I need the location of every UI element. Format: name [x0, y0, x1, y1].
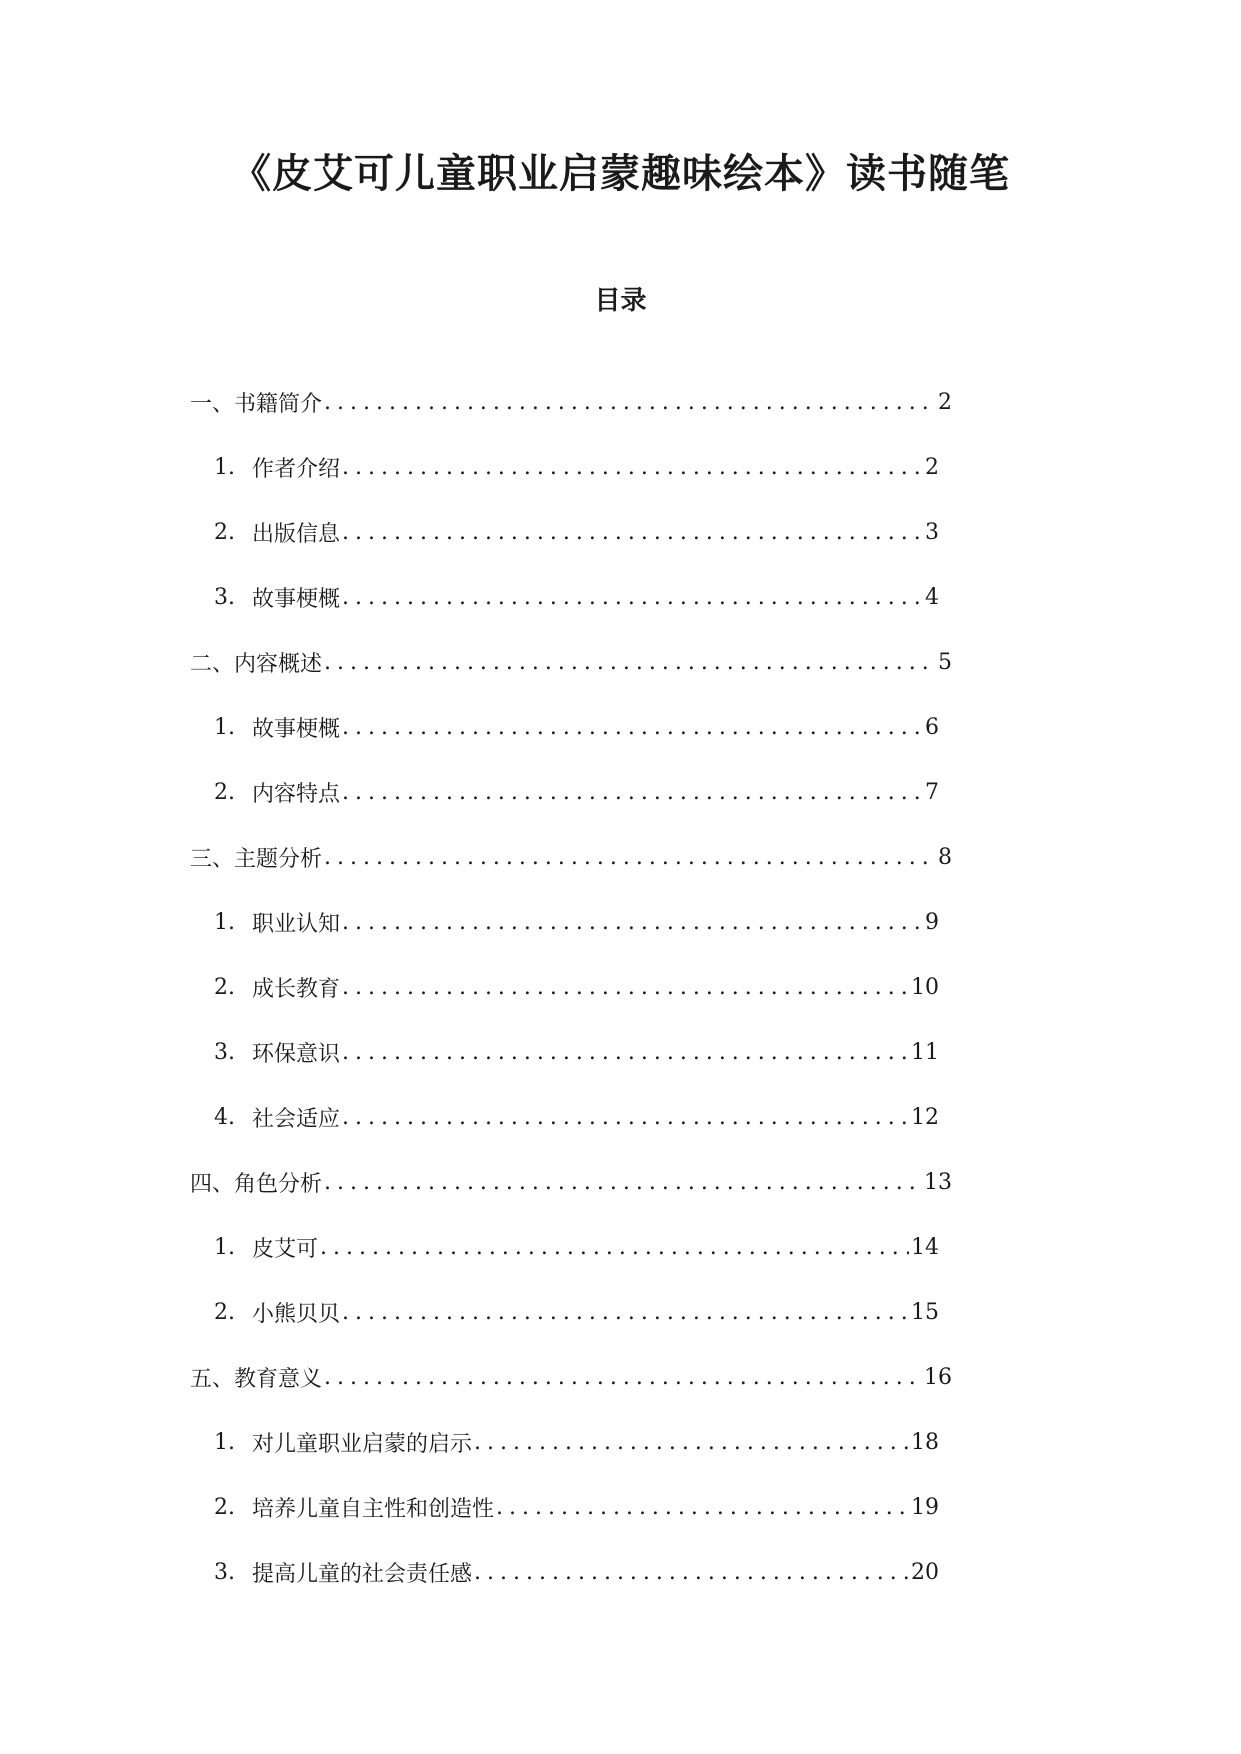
- toc-section-entry[interactable]: [190, 645, 952, 679]
- toc-entry-text: 培养儿童自主性和创造性: [252, 1496, 495, 1522]
- toc-subsection-entry[interactable]: [214, 1490, 939, 1524]
- toc-entry-number: 3.: [214, 1039, 235, 1065]
- toc-entry-text: 故事梗概: [252, 586, 341, 612]
- toc-page-number: 7: [925, 779, 939, 805]
- toc-entry-number: 2.: [214, 779, 235, 805]
- toc-dot-leader: [342, 585, 923, 610]
- toc-page-number: 6: [925, 714, 939, 740]
- toc-page-number: 10: [911, 974, 939, 1000]
- toc-entry-text: 内容特点: [252, 781, 341, 807]
- toc-dot-leader: [320, 1235, 909, 1260]
- document-title: 《皮艾可儿童职业启蒙趣味绘本》读书随笔: [231, 151, 1010, 197]
- toc-subsection-entry[interactable]: [214, 905, 939, 939]
- toc-page-number: 18: [911, 1429, 939, 1455]
- toc-entry-text: 提高儿童的社会责任感: [252, 1561, 473, 1587]
- toc-dot-leader: [342, 455, 923, 480]
- toc-page-number: 3: [925, 519, 939, 545]
- toc-dot-leader: [474, 1560, 909, 1585]
- toc-section-entry[interactable]: [190, 840, 952, 874]
- toc-dot-leader: [342, 715, 923, 740]
- toc-subsection-entry[interactable]: [214, 580, 939, 614]
- toc-page-number: 14: [911, 1234, 939, 1260]
- toc-entry-text: 小熊贝贝: [252, 1301, 341, 1327]
- toc-page-number: 19: [911, 1494, 939, 1520]
- toc-dot-leader: [474, 1430, 909, 1455]
- toc-dot-leader: [324, 845, 936, 870]
- toc-dot-leader: [342, 1300, 909, 1325]
- toc-page-number: 11: [911, 1039, 939, 1065]
- toc-dot-leader: [342, 910, 923, 935]
- toc-subsection-entry[interactable]: [214, 1230, 939, 1264]
- toc-subsection-entry[interactable]: [214, 775, 939, 809]
- toc-dot-leader: [342, 1040, 909, 1065]
- toc-page-number: 8: [938, 844, 952, 870]
- toc-entry-text: 社会适应: [252, 1106, 341, 1132]
- toc-page-number: 13: [924, 1169, 952, 1195]
- toc-subsection-entry[interactable]: [214, 1035, 939, 1069]
- toc-entry-number: 2.: [214, 519, 235, 545]
- toc-page-number: 20: [911, 1559, 939, 1585]
- toc-entry-number: 1.: [214, 1234, 235, 1260]
- toc-entry-text: 三、主题分析: [190, 846, 323, 872]
- toc-page-number: 16: [924, 1364, 952, 1390]
- toc-page-number: 5: [938, 649, 952, 675]
- toc-dot-leader: [324, 650, 936, 675]
- toc-entry-number: 1.: [214, 909, 235, 935]
- toc-entry-number: 2.: [214, 1494, 235, 1520]
- toc-entry-number: 1.: [214, 1429, 235, 1455]
- toc-entry-text: 职业认知: [252, 911, 341, 937]
- toc-subsection-entry[interactable]: [214, 1425, 939, 1459]
- toc-entry-text: 四、角色分析: [190, 1171, 323, 1197]
- toc-entry-text: 对儿童职业启蒙的启示: [252, 1431, 473, 1457]
- toc-section-entry[interactable]: [190, 1360, 952, 1394]
- toc-entry-text: 二、内容概述: [190, 651, 323, 677]
- toc-subsection-entry[interactable]: [214, 710, 939, 744]
- toc-entry-number: 2.: [214, 974, 235, 1000]
- toc-dot-leader: [342, 975, 909, 1000]
- toc-entry-text: 故事梗概: [252, 716, 341, 742]
- toc-entry-text: 一、书籍简介: [190, 391, 323, 417]
- toc-page-number: 15: [911, 1299, 939, 1325]
- toc-entry-text: 皮艾可: [252, 1236, 319, 1262]
- toc-dot-leader: [342, 520, 923, 545]
- toc-dot-leader: [496, 1495, 909, 1520]
- toc-entry-number: 2.: [214, 1299, 235, 1325]
- toc-dot-leader: [342, 780, 923, 805]
- toc-entry-number: 3.: [214, 584, 235, 610]
- toc-entry-text: 作者介绍: [252, 456, 341, 482]
- toc-subsection-entry[interactable]: [214, 515, 939, 549]
- toc-page-number: 2: [925, 454, 939, 480]
- toc-dot-leader: [324, 1170, 922, 1195]
- toc-subsection-entry[interactable]: [214, 970, 939, 1004]
- toc-dot-leader: [342, 1105, 909, 1130]
- toc-page-number: 12: [911, 1104, 939, 1130]
- toc-subsection-entry[interactable]: [214, 1100, 939, 1134]
- toc-subsection-entry[interactable]: [214, 1295, 939, 1329]
- toc-entry-text: 出版信息: [252, 521, 341, 547]
- toc-section-entry[interactable]: [190, 385, 952, 419]
- toc-entry-text: 环保意识: [252, 1041, 341, 1067]
- toc-page-number: 9: [925, 909, 939, 935]
- toc-heading: 目录: [594, 286, 647, 316]
- toc-entry-text: 五、教育意义: [190, 1366, 323, 1392]
- toc-dot-leader: [324, 1365, 922, 1390]
- toc-entry-number: 3.: [214, 1559, 235, 1585]
- toc-entry-number: 1.: [214, 714, 235, 740]
- toc-subsection-entry[interactable]: [214, 450, 939, 484]
- toc-entry-text: 成长教育: [252, 976, 341, 1002]
- toc-subsection-entry[interactable]: [214, 1555, 939, 1589]
- toc-section-entry[interactable]: [190, 1165, 952, 1199]
- toc-page-number: 4: [925, 584, 939, 610]
- toc-entry-number: 4.: [214, 1104, 235, 1130]
- toc-dot-leader: [324, 390, 936, 415]
- toc-page-number: 2: [938, 389, 952, 415]
- toc-entry-number: 1.: [214, 454, 235, 480]
